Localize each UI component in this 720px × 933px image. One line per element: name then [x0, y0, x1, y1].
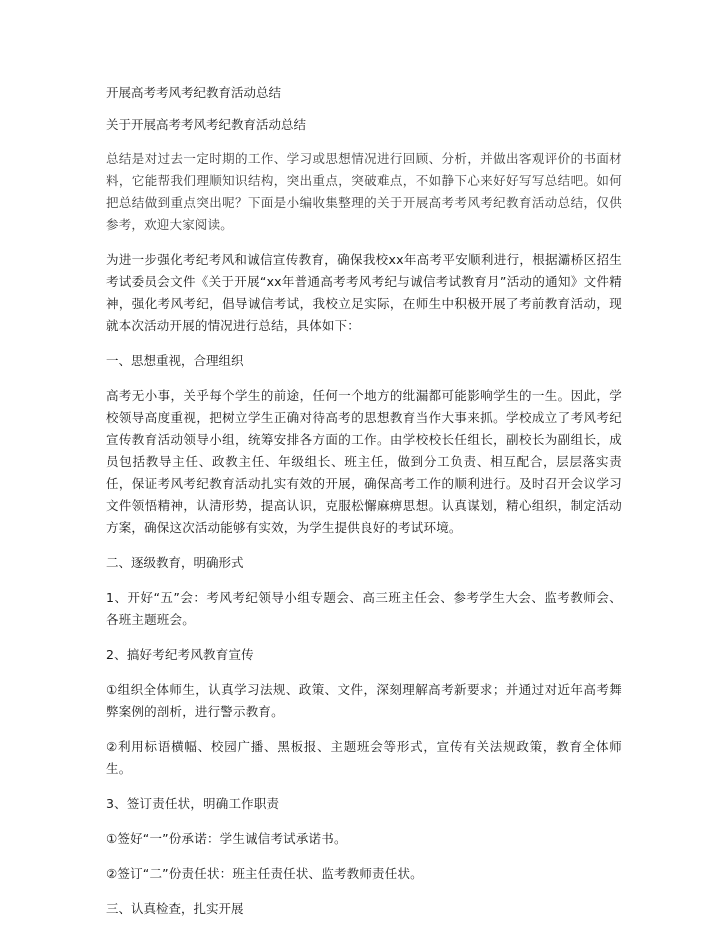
responsibility-point-1: ①签好“一”份承诺：学生诚信考试承诺书。	[106, 831, 347, 846]
intro-paragraph: 总结是对过去一定时期的工作、学习或思想情况进行回顾、分析，并做出客观评价的书面材料，它能帮我们理顺知识结构，突出重点，突破难点，不如静下心来好好写写总结吧。如何把总结做到重点突出呢？下面是小编收集整理的关于开展高考考风考纪教育活动总结，仅供参考，欢迎大家阅读。	[106, 151, 622, 232]
document-subtitle: 关于开展高考考风考纪教育活动总结	[106, 117, 307, 132]
document-body	[106, 82, 622, 933]
section-heading-2: 二、逐级教育，明确形式	[106, 555, 244, 570]
item-responsibility-heading: 3、签订责任状，明确工作职责	[106, 796, 280, 811]
item-five-meetings: 1、开好“五”会：考风考纪领导小组专题会、高三班主任会、参考学生大会、监考教师会、各班主题班会。	[106, 590, 622, 627]
publicity-point-1: ①组织全体师生，认真学习法规、政策、文件，深刻理解高考新要求；并通过对近年高考舞弊案例的剖析，进行警示教育。	[106, 682, 622, 719]
section-heading-3: 三、认真检查，扎实开展	[106, 901, 244, 916]
item-publicity-heading: 2、搞好考纪考风教育宣传	[106, 647, 254, 662]
section-1-paragraph: 高考无小事，关乎每个学生的前途，任何一个地方的纰漏都可能影响学生的一生。因此，学校领导高度重视，把树立学生正确对待高考的思想教育当作大事来抓。学校成立了考风考纪宣传教育活动领导小组，统筹安排各方面的工作。由学校校长任组长，副校长为副组长，成员包括教导主任、政教主任、年级组长、班主任，做到分工负责、相互配合，层层落实责任，保证考风考纪教育活动扎实有效的开展，确保高考工作的顺利进行。及时召开会议学习文件领悟精神，认清形势，提高认识，克服松懈麻痹思想。认真谋划，精心组织，制定活动方案，确保这次活动能够有实效，为学生提供良好的考试环境。	[106, 388, 622, 535]
document-title: 开展高考考风考纪教育活动总结	[106, 85, 282, 100]
background-paragraph: 为进一步强化考纪考风和诚信宣传教育，确保我校xx年高考平安顺利进行，根据灞桥区招生考试委员会文件《关于开展“xx年普通高考考风考纪与诚信考试教育月”活动的通知》文件精神，强化考风考纪，倡导诚信考试，我校立足实际，在师生中积极开展了考前教育活动，现就本次活动开展的情况进行总结，具体如下：	[106, 252, 622, 333]
section-heading-1: 一、思想重视，合理组织	[106, 353, 244, 368]
publicity-point-2: ②利用标语横幅、校园广播、黑板报、主题班会等形式，宣传有关法规政策，教育全体师生。	[106, 739, 622, 776]
responsibility-point-2: ②签订“二”份责任状：班主任责任状、监考教师责任状。	[106, 866, 423, 881]
